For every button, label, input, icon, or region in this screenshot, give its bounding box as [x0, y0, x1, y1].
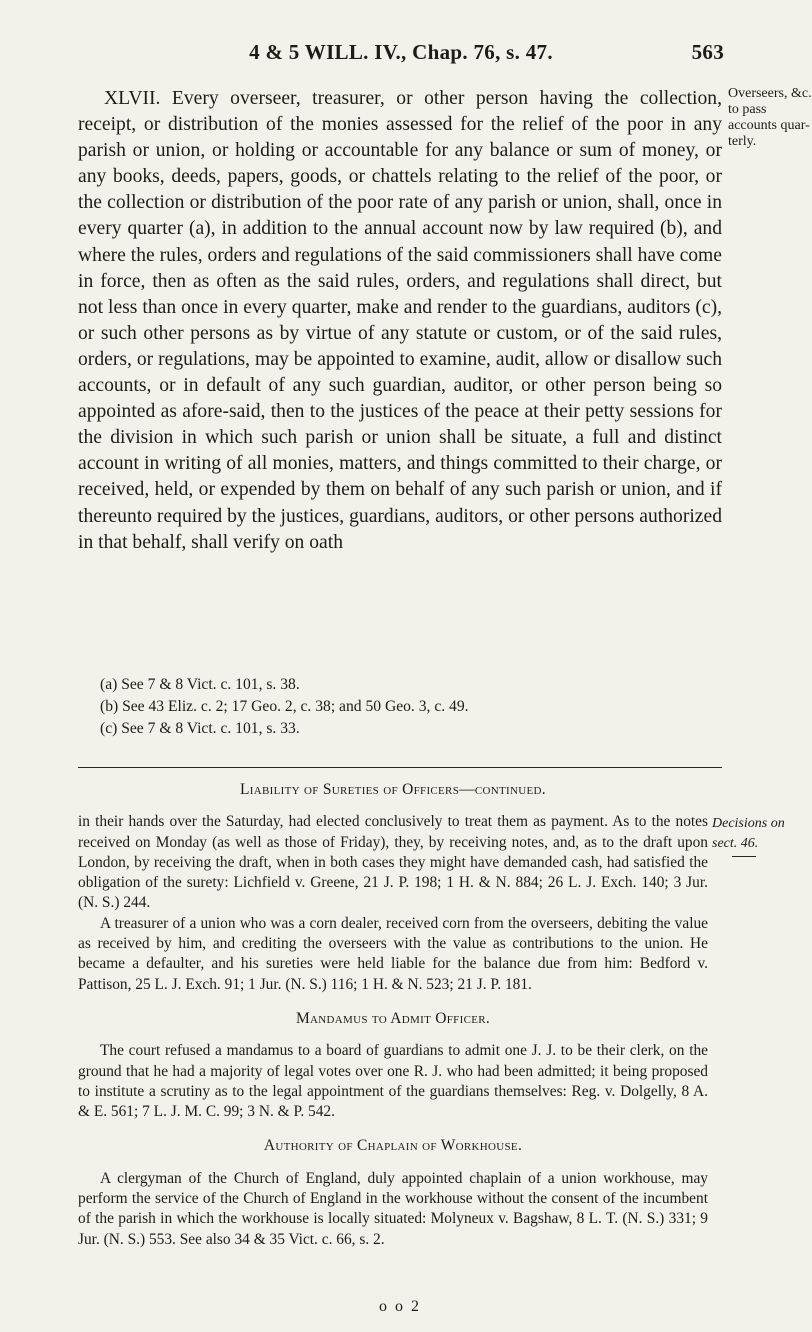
side-note-line: Decisions on — [712, 816, 785, 831]
margin-note-line: Overseers, &c. — [728, 86, 812, 101]
margin-note-line: accounts quar- — [728, 118, 810, 133]
footnotes — [100, 674, 720, 740]
running-head-title: 4 & 5 WILL. IV., Chap. 76, s. 47. — [249, 40, 553, 64]
chaplain-title: Authority of Chaplain of Workhouse. — [263, 1137, 523, 1155]
mandamus-title: Mandamus to Admit Officer. — [295, 1009, 491, 1027]
running-head — [78, 40, 724, 70]
section-text: XLVII. Every overseer, treasurer, or other person having the collection, receipt, or distribution of the monies assessed for the relief of the poor in any parish or union, or holding or accountable for any balance or sum of money, or any books, deeds, papers, goods, or chattels relating to the relief of the poor, or the collection or distribution of the poor rate of any parish or union, shall, once in every quarter (a), in addition to the annual account now by law required (b), and where the rules, orders and regulations of the said commissioners shall have come in force, then as often as the said rules, orders, and regulations shall direct, but not less than once in every quarter, make and render to the guardians, auditors (c), or such other persons as by virtue of any statute or custom, or of the said rules, orders, or regulations, may be appointed to examine, audit, allow or disallow such accounts, or in default of any such guardian, auditor, or other person being so appointed as afore-said, then to the justices of the peace at their petty sessions for the division in which such parish or union shall be situate, a full and distinct account in writing of all monies, matters, and things committed to their charge, or received, held, or expended by them on behalf of any such parish or union, and if thereunto required by the justices, guardians, auditors, or other persons authorized in that behalf, shall verify on oath — [78, 88, 722, 553]
divider-rule — [78, 767, 722, 768]
liability-title: Liability of Sureties of Officers—continued. — [240, 781, 546, 798]
side-note-line: sect. 46. — [712, 836, 759, 851]
footnote-a: (a) See 7 & 8 Vict. c. 101, s. 38. — [100, 676, 300, 693]
margin-note — [728, 86, 812, 150]
signature-mark: o o 2 — [379, 1298, 421, 1315]
section-xlvii — [78, 86, 722, 556]
margin-note-line: to pass — [728, 102, 767, 117]
liability-paragraph-1: in their hands over the Saturday, had elected conclusively to treat them as payment. As to the notes received on Monday (as well as those of Friday), they, by receiving notes, and, as to the draft upon London, by receiving the draft, when in both cases they might have demanded cash, had satisfied the obligation of the surety: Lichfield v. Greene, 21 J. P. 198; 1 H. & N. 884; 26 L. J. Exch. 140; 3 Jur. (N. S.) 244. — [78, 813, 708, 912]
side-note-dash — [732, 856, 756, 857]
chaplain-paragraph: A clergyman of the Church of England, duly appointed chaplain of a union workhouse, may perform the service of the Church of England in the workhouse without the consent of the incumbent of the parish in which the workhouse is locally situated: Molyneux v. Bagshaw, 8 L. T. (N. S.) 331; 9 Jur. (N. S.) 553. See also 34 & 35 Vict. c. 66, s. 2. — [78, 1169, 708, 1248]
footnote-c: (c) See 7 & 8 Vict. c. 101, s. 33. — [100, 720, 300, 737]
margin-note-line: terly. — [728, 134, 757, 149]
footnote-b: (b) See 43 Eliz. c. 2; 17 Geo. 2, c. 38; and 50 Geo. 3, c. 49. — [100, 698, 469, 715]
commentary — [78, 780, 708, 1250]
side-note-decisions — [712, 814, 800, 854]
liability-paragraph-2: A treasurer of a union who was a corn dealer, received corn from the overseers, debiting the value as received by him, and crediting the overseers with the value as contributions to the union. He became a defaulter, and his sureties were held liable for the balance due from him: Bedford v. Pattison, 25 L. J. Exch. 91; 1 Jur. (N. S.) 116; 1 H. & N. 523; 21 J. P. 181. — [78, 914, 708, 993]
page-number: 563 — [691, 40, 724, 64]
mandamus-paragraph: The court refused a mandamus to a board of guardians to admit one J. J. to be their clerk, on the ground that he had a majority of legal votes over one R. J. who had been admitted; it being proposed to institute a scrutiny as to the legal appointment of the guardians themselves: Reg. v. Dolgelly, 8 A. & E. 561; 7 L. J. M. C. 99; 3 N. & P. 542. — [78, 1042, 708, 1121]
